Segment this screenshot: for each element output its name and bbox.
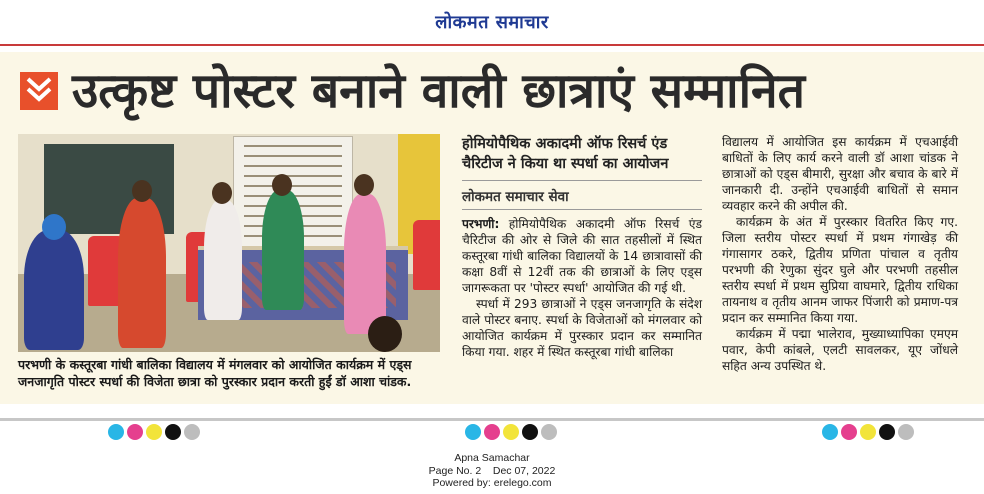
registration-dot [465, 424, 481, 440]
masthead-logo: लोकमत समाचार [435, 12, 549, 33]
registration-dot [108, 424, 124, 440]
footer-powered-by: Powered by: erelego.com [432, 477, 552, 489]
dateline: परभणी: [462, 217, 500, 231]
registration-dot [822, 424, 838, 440]
paragraph-2: स्पर्धा में 293 छात्राओं ने एड्स जनजागृति के संदेश वाले पोस्टर बनाए. स्पर्धा के विजेताओं को मंगलवार को आयोजित कार्यक्रम में पुरस्कार प्रदान कर सम्मानित किया गया. शहर में स्थित कस्तूरबा गांधी बालिका [462, 297, 702, 359]
footer-publication: Apna Samachar [454, 452, 530, 464]
registration-dot [522, 424, 538, 440]
registration-marks-left [108, 424, 200, 440]
photo-caption: परभणी के कस्तूरबा गांधी बालिका विद्यालय में मंगलवार को आयोजित कार्यक्रम में एड्स जनजागृति पोस्टर स्पर्धा की विजेता छात्रा को पुरस्कार प्रदान करती हुईं डॉ आशा चांडक. [18, 357, 412, 389]
news-agency: लोकमत समाचार सेवा [462, 189, 569, 205]
news-photo [18, 134, 440, 352]
masthead [0, 0, 984, 44]
registration-marks-center [465, 424, 557, 440]
paragraph-1: परभणी: होमियोपैथिक अकादमी ऑफ रिसर्च एंड चैरिटीज की ओर से जिले की सात तहसीलों में स्थित कस्तूरबा गांधी बालिका विद्यालयों के 14 छात्रावासों की कक्षा 8वीं से 12वीं तक की छात्राओं के लिए एड्स जागरूकता पर 'पोस्टर स्पर्धा' आयोजित की गई थी. [462, 217, 702, 295]
registration-marks-right [822, 424, 914, 440]
registration-dot [898, 424, 914, 440]
footer [0, 452, 984, 490]
footer-page-date: Page No. 2 Dec 07, 2022 [428, 464, 556, 477]
registration-dot [484, 424, 500, 440]
paragraph-4: कार्यक्रम के अंत में पुरस्कार वितरित किए गए. जिला स्तरीय पोस्टर स्पर्धा में प्रथम गंगाखेड़ की गंगासागर ठकरे, द्वितीय प्रणिता पांचाल व तृतीय परभणी की रेणुका सुंदर घुले और परभणी तहसील स्तरीय स्पर्धा में प्रथम सुप्रिया वाघमारे, द्वितीय राधिका तायनाथ व तृतीय आनम जाफर पिंजारी को प्रमाण-पत्र प्रदान कर सम्मानित किया गया. [722, 215, 958, 325]
registration-dot [146, 424, 162, 440]
registration-dot [879, 424, 895, 440]
subheadline: होमियोपैथिक अकादमी ऑफ रिसर्च एंड चैरिटीज ने किया था स्पर्धा का आयोजन [462, 136, 669, 172]
registration-dot [841, 424, 857, 440]
paragraph-3: विद्यालय में आयोजित इस कार्यक्रम में एचआईवी बाधितों के लिए कार्य करने वाली डॉ आशा चांडक ने छात्राओं को एड्स बीमारी, सुरक्षा और बचाव के बारे में जानकारी दी. उन्होंने एचआईवी बाधितों से समान व्यवहार करने की अपील की. [722, 135, 958, 213]
bottom-band [0, 418, 984, 421]
registration-dot [184, 424, 200, 440]
paragraph-5: कार्यक्रम में पद्मा भालेराव, मुख्याध्यापिका एमएम पवार, केपी कांबले, एलटी सावलकर, यूए जोंधले सहित अन्य उपस्थित थे. [722, 327, 958, 373]
registration-dot [541, 424, 557, 440]
registration-dot [860, 424, 876, 440]
chevron-down-icon [20, 72, 58, 110]
masthead-rule [0, 44, 984, 46]
article-column-3 [722, 134, 958, 374]
registration-dot [165, 424, 181, 440]
registration-dot [503, 424, 519, 440]
article-column-2 [462, 134, 702, 360]
headline: उत्कृष्ट पोस्टर बनाने वाली छात्राएं सम्मानित [72, 63, 806, 119]
registration-dot [127, 424, 143, 440]
